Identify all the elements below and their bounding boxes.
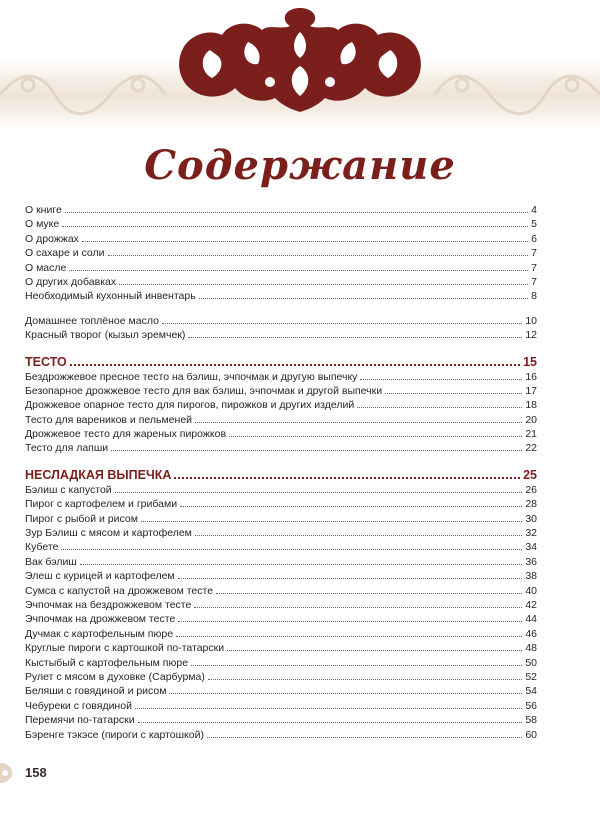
toc-entry[interactable] [25, 384, 537, 398]
dot-leader [80, 564, 523, 565]
dot-leader [111, 450, 522, 451]
dot-leader [169, 693, 522, 694]
toc-entry-label: Элеш с курицей и картофелем [25, 570, 175, 583]
dot-leader [69, 270, 528, 271]
dot-leader [178, 578, 523, 579]
dot-leader [61, 549, 522, 550]
toc-entry-page: 17 [525, 384, 537, 397]
group-spacer [25, 304, 537, 314]
dot-leader [180, 506, 522, 507]
dot-leader [195, 422, 522, 423]
toc-entry-page: 7 [531, 275, 537, 288]
toc-entry-label: О дрожжах [25, 232, 79, 245]
toc-entry-page: 12 [525, 329, 537, 342]
toc-section-heading-label: ТЕСТО [25, 354, 67, 369]
toc-entry[interactable] [25, 370, 537, 384]
toc-entry[interactable] [25, 246, 537, 260]
dot-leader [162, 323, 522, 324]
toc-entry[interactable] [25, 314, 537, 328]
toc-entry[interactable] [25, 483, 537, 497]
dot-leader [188, 337, 522, 338]
dot-leader [208, 679, 522, 680]
toc-entry-label: Чебуреки с говядиной [25, 699, 132, 712]
toc-section-heading-page: 15 [523, 354, 537, 369]
toc-entry-label: Беляши с говядиной и рисом [25, 685, 167, 698]
group-spacer [25, 343, 537, 354]
toc-entry-label: Дрожжевое опарное тесто для пирогов, пирожков и других изделий [25, 399, 355, 412]
toc-entry-page: 7 [531, 261, 537, 274]
toc-entry-page: 50 [525, 656, 537, 669]
dot-leader [119, 284, 528, 285]
table-of-contents [25, 203, 537, 742]
toc-entry-page: 32 [525, 527, 537, 540]
toc-entry[interactable] [25, 627, 537, 641]
toc-entry-label: Бэлиш с капустой [25, 483, 112, 496]
toc-entry[interactable] [25, 217, 537, 231]
toc-entry-page: 22 [525, 442, 537, 455]
toc-entry-label: Круглые пироги с картошкой по-татарски [25, 642, 225, 655]
toc-entry[interactable] [25, 441, 537, 455]
dot-leader [199, 298, 528, 299]
dot-leader [65, 212, 528, 213]
toc-entry[interactable] [25, 612, 537, 626]
toc-entry[interactable] [25, 275, 537, 289]
toc-entry-page: 34 [525, 541, 537, 554]
toc-entry-label: Необходимый кухонный инвентарь [25, 290, 196, 303]
toc-entry-label: О муке [25, 218, 60, 231]
toc-entry-label: Эчпочмак на дрожжевом тесте [25, 613, 176, 626]
toc-entry[interactable] [25, 641, 537, 655]
toc-entry-page: 28 [525, 498, 537, 511]
toc-entry-label: О сахаре и соли [25, 247, 105, 260]
toc-entry-label: Кубете [25, 541, 59, 554]
toc-entry[interactable] [25, 713, 537, 727]
toc-entry-label: Сумса с капустой на дрожжевом тесте [25, 584, 214, 597]
toc-entry-label: Бэренге тэкэсе (пироги с картошкой) [25, 728, 204, 741]
toc-entry-label: Домашнее топлёное масло [25, 314, 159, 327]
corner-ornament-icon [0, 760, 20, 786]
toc-section-heading-label: НЕСЛАДКАЯ ВЫПЕЧКА [25, 467, 172, 482]
toc-entry[interactable] [25, 497, 537, 511]
toc-entry-page: 18 [525, 399, 537, 412]
toc-entry[interactable] [25, 289, 537, 303]
dot-leader [357, 407, 522, 408]
toc-entry-label: Тесто для вареников и пельменей [25, 413, 193, 426]
toc-entry-page: 26 [525, 483, 537, 496]
toc-entry-page: 30 [525, 512, 537, 525]
toc-entry[interactable] [25, 232, 537, 246]
dot-leader [195, 535, 522, 536]
toc-section-heading[interactable] [25, 354, 537, 370]
toc-entry-label: Бездрожжевое пресное тесто на бэлиш, эчпочмак и другую выпечку [25, 370, 358, 383]
dot-leader [108, 255, 529, 256]
toc-entry-page: 10 [525, 314, 537, 327]
toc-entry[interactable] [25, 427, 537, 441]
toc-entry-page: 58 [525, 714, 537, 727]
dot-leader [227, 650, 522, 651]
dot-leader [229, 436, 522, 437]
toc-entry[interactable] [25, 670, 537, 684]
toc-entry-page: 8 [531, 290, 537, 303]
toc-entry-page: 42 [525, 598, 537, 611]
toc-entry-label: Рулет с мясом в духовке (Сарбурма) [25, 670, 205, 683]
page-number: 158 [25, 765, 47, 780]
dot-leader [178, 621, 522, 622]
group-spacer [25, 456, 537, 467]
dot-leader [82, 241, 528, 242]
toc-entry-page: 6 [531, 232, 537, 245]
toc-entry-label: О других добавках [25, 275, 117, 288]
dot-leader [191, 665, 522, 666]
toc-entry-label: Перемячи по-татарски [25, 714, 135, 727]
toc-entry-page: 40 [525, 584, 537, 597]
dot-leader [194, 607, 522, 608]
toc-entry-page: 38 [525, 570, 537, 583]
dot-leader [176, 636, 522, 637]
toc-entry-label: О масле [25, 261, 67, 274]
toc-entry-page: 5 [531, 218, 537, 231]
toc-entry-label: Дучмак с картофельным пюре [25, 627, 174, 640]
header-ornament [0, 0, 600, 140]
dot-leader [141, 521, 522, 522]
toc-entry-label: О книге [25, 204, 62, 216]
toc-entry-label: Эчпочмак на бездрожжевом тесте [25, 598, 192, 611]
toc-entry[interactable] [25, 728, 537, 742]
toc-entry[interactable] [25, 398, 537, 412]
dot-leader [138, 722, 523, 723]
toc-entry-page: 52 [525, 670, 537, 683]
dot-leader [62, 226, 528, 227]
toc-section-heading-page: 25 [523, 467, 537, 482]
dot-leader [216, 593, 522, 594]
toc-entry-page: 16 [525, 370, 537, 383]
toc-entry-label: Кыстыбый с картофельным пюре [25, 656, 189, 669]
toc-entry[interactable] [25, 261, 537, 275]
dot-leader [360, 379, 522, 380]
dot-leader [385, 393, 522, 394]
dot-leader [135, 708, 522, 709]
toc-entry[interactable] [25, 203, 537, 217]
toc-entry[interactable] [25, 598, 537, 612]
toc-entry-page: 56 [525, 699, 537, 712]
toc-entry-page: 7 [531, 247, 537, 260]
toc-entry[interactable] [25, 699, 537, 713]
toc-entry-label: Красный творог (кызыл эремчек) [25, 329, 186, 342]
dot-leader [174, 477, 520, 479]
toc-entry-label: Дрожжевое тесто для жареных пирожков [25, 428, 227, 441]
toc-entry[interactable] [25, 526, 537, 540]
toc-entry[interactable] [25, 328, 537, 342]
toc-entry-label: Пирог с рыбой и рисом [25, 512, 138, 525]
toc-entry[interactable] [25, 512, 537, 526]
dot-leader [70, 364, 520, 366]
toc-entry[interactable] [25, 584, 537, 598]
toc-entry[interactable] [25, 569, 537, 583]
toc-entry-label: Зур Бэлиш с мясом и картофелем [25, 527, 192, 540]
toc-entry-label: Безопарное дрожжевое тесто для вак бэлиш, эчпочмак и другой выпечки [25, 384, 383, 397]
toc-entry-label: Тесто для лапши [25, 442, 109, 455]
toc-entry-page: 48 [525, 642, 537, 655]
toc-entry-page: 60 [525, 728, 537, 741]
toc-entry-page: 54 [525, 685, 537, 698]
toc-entry-page: 44 [525, 613, 537, 626]
toc-entry[interactable] [25, 656, 537, 670]
toc-entry-label: Вак бэлиш [25, 555, 77, 568]
toc-entry-page: 4 [531, 204, 537, 216]
toc-entry-page: 20 [525, 413, 537, 426]
toc-entry-page: 21 [525, 428, 537, 441]
toc-entry-page: 46 [525, 627, 537, 640]
toc-entry[interactable] [25, 555, 537, 569]
toc-entry-label: Пирог с картофелем и грибами [25, 498, 178, 511]
page-title: Содержание [144, 142, 456, 189]
toc-entry[interactable] [25, 684, 537, 698]
dot-leader [115, 492, 523, 493]
dot-leader [207, 737, 522, 738]
toc-entry[interactable] [25, 413, 537, 427]
toc-entry-page: 36 [525, 555, 537, 568]
toc-entry[interactable] [25, 540, 537, 554]
toc-section-heading[interactable] [25, 467, 537, 483]
